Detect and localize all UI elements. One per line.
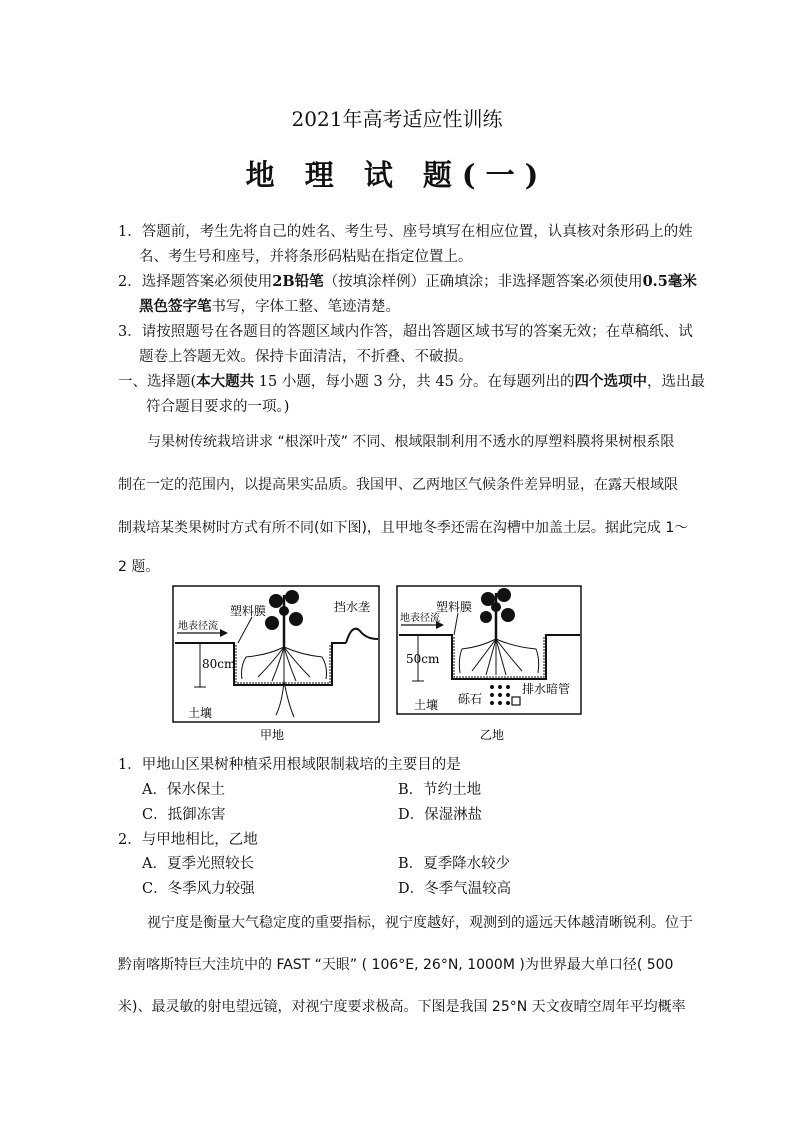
question-2-stem: 2．与甲地相比，乙地 (118, 832, 258, 848)
figure-jia-leaf (279, 606, 289, 616)
figure-yi-caption: 乙地 (480, 728, 505, 742)
passage-1-line-2: 制在一定的范围内，以提高果实品质。我国甲、乙两地区气候条件差异明显，在露天根域限 (118, 477, 678, 493)
passage-1-line-1: 与果树传统栽培讲求 “根深叶茂” 不同、根域限制利用不透水的厚塑料膜将果树根系限 (147, 434, 675, 450)
figure-yi-diagram (396, 585, 586, 745)
figure-yi-soil-label: 土壤 (414, 698, 439, 712)
figure-jia-leaf (265, 616, 279, 630)
section-1-text-b: 15 小题，每小题 3 分，共 45 分。在每题列出的 (254, 374, 575, 390)
figure-jia-ground-line (175, 643, 346, 685)
question-1-stem: 1．甲地山区果树种植采用根域限制栽培的主要目的是 (118, 757, 461, 773)
instruction-2-text-a: 2．选择题答案必须使用 (118, 274, 273, 290)
figure-yi-film-pointer (454, 613, 458, 635)
section-1-text-a: 一、选择题( (118, 374, 197, 390)
question-1-option-a[interactable]: A．保水保土 (142, 782, 225, 798)
figure-jia-film-label: 塑料膜 (230, 604, 267, 618)
passage-1-line-3: 制栽培某类果树时方式有所不同(如下图)，且甲地冬季还需在沟槽中加盖土层。据此完成 1～ (118, 520, 689, 536)
question-2-option-a[interactable]: A．夏季光照较长 (142, 856, 254, 872)
figure-yi-gravel (490, 685, 510, 705)
figure-yi-runoff-label: 地表径流 (400, 613, 440, 624)
figure-yi-film-label: 塑料膜 (436, 600, 473, 614)
question-2-option-c[interactable]: C．冬季风力较强 (142, 881, 255, 897)
instruction-3-line-1: 3．请按照题号在各题目的答题区域内作答，超出答题区域书写的答案无效；在草稿纸、试 (118, 324, 693, 340)
passage-2-line-1: 视宁度是衡量大气稳定度的重要指标，视宁度越好，观测到的遥远天体越清晰锐利。位于 (147, 915, 693, 931)
passage-1-line-4: 2 题。 (118, 559, 160, 575)
exam-subtitle: 2021年高考适应性训练 (291, 107, 503, 131)
instruction-2-bold-pen: 黑色签字笔 (139, 298, 212, 315)
passage-2-line-3: 米)、最灵敏的射电望远镜，对视宁度要求极高。下图是我国 25°N 天文夜晴空周年平均概率 (118, 999, 686, 1015)
question-1-option-b[interactable]: B．节约土地 (398, 782, 482, 798)
question-2-option-d[interactable]: D．冬季气温较高 (398, 881, 512, 897)
figure-jia-roots (242, 647, 327, 717)
figure-yi-leaf (497, 588, 511, 602)
figure-jia-leaf (289, 612, 303, 626)
figure-yi-pipe (512, 697, 520, 705)
figure-jia-leaf (269, 594, 283, 608)
figure-jia-runoff-label: 地表径流 (178, 621, 218, 632)
instruction-2-bold-mm: 0.5毫米 (642, 273, 697, 290)
section-1-bold-b: 四个选项中 (574, 373, 647, 390)
figure-yi-leaf (480, 611, 492, 623)
figure-jia-soil-label: 土壤 (188, 706, 213, 720)
figure-yi-depth-label: 50cm (406, 652, 440, 666)
section-1-bold-a: 本大题共 (196, 373, 255, 390)
passage-2-line-2: 黔南喀斯特巨大洼坑中的 FAST “天眼” ( 106°E, 26°N, 1000M )为世界最大单口径( 500 (118, 957, 674, 973)
section-1-text-c: ，选出最 (646, 374, 705, 390)
instruction-3-line-2: 题卷上答题无效。保持卡面清洁，不折叠、不破损。 (139, 349, 473, 365)
figure-jia-bank-label: 挡水垄 (334, 600, 371, 614)
instruction-2-text-c: 书写，字体工整、笔迹清楚。 (211, 299, 400, 315)
instruction-2-line-2 (139, 295, 400, 316)
question-2-option-b[interactable]: B．夏季降水较少 (398, 856, 511, 872)
exam-title: 地 理 试 题(一) (245, 158, 549, 192)
instruction-2-text-b: （按填涂样例）正确填涂；非选择题答案必须使用 (323, 274, 643, 290)
figure-yi-roots (459, 639, 538, 675)
figure-yi-leaf (501, 608, 515, 622)
instruction-2-bold-pencil: 2B铅笔 (272, 273, 324, 290)
figure-jia-arrow-head (220, 629, 228, 637)
section-1-heading (118, 370, 705, 391)
instruction-1-line-2: 名、考生号和座号，并将条形码粘贴在指定位置上。 (139, 249, 473, 265)
figure-jia-depth-label: 80cm (202, 657, 236, 671)
instruction-2-line-1 (118, 270, 697, 291)
figure-jia-diagram (172, 585, 382, 745)
figure-jia-leaf (285, 590, 299, 604)
instruction-1-line-1: 1．答题前，考生先将自己的姓名、考生号、座号填写在相应位置，认真核对条形码上的姓 (118, 224, 693, 240)
section-1-heading-line-2: 符合题目要求的一项。) (146, 399, 290, 415)
figure-yi-pipe-label: 排水暗管 (522, 682, 571, 696)
figure-jia-film-pointer (238, 617, 252, 643)
question-1-option-d[interactable]: D．保湿淋盐 (398, 807, 483, 823)
figure-yi-leaf (491, 602, 501, 612)
figure-jia-caption: 甲地 (260, 728, 285, 742)
figure-jia-bank (346, 629, 378, 643)
figure-yi-gravel-label: 砾石 (458, 692, 483, 706)
question-1-option-c[interactable]: C．抵御冻害 (142, 807, 226, 823)
